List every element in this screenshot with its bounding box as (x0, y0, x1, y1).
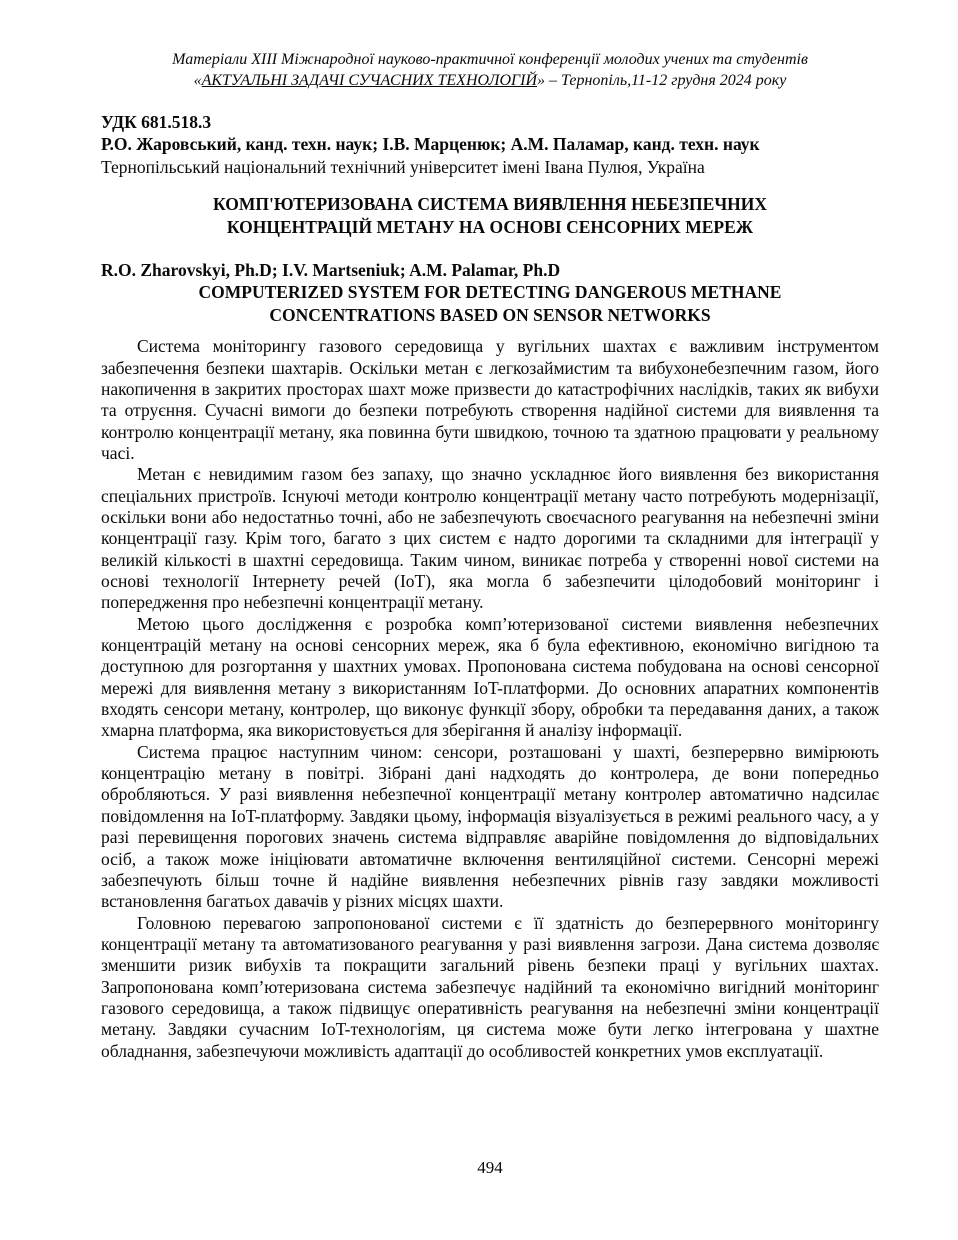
paragraph-2: Метан є невидимим газом без запаху, що значно ускладнює його виявлення без використання спеціальних пристроїв. Існуючі методи контролю концентрації метану часто потребують модернізації, оскільки вони або недостатньо точні, або не забезпечують своєчасного реагування на небезпечні зміни концентрації газу. Крім того, багато з цих систем є надто дорогими та складними для інтеграції у великій кількості в шахтні середовища. Таким чином, виникає потреба у створенні нової системи на основі технології Інтернету речей (IoT), яка могла б забезпечити цілодобовий моніторинг і попередження про небезпечні концентрації метану. (101, 464, 879, 613)
paragraph-3: Метою цього дослідження є розробка комп’ютеризованої системи виявлення небезпечних концентрацій метану на основі сенсорних мереж, яка б була ефективною, економічно вигідною та доступною для розгортання у шахтних умовах. Пропонована система побудована на основі сенсорної мережі для виявлення метану з використанням IoT-платформи. До основних апаратних компонентів входять сенсори метану, контролер, що виконує функції збору, обробки та передавання даних, а також хмарна платформа, яка використовується для зберігання й аналізу інформації. (101, 613, 879, 741)
article-body (101, 336, 879, 1062)
conference-header-line2 (101, 70, 879, 91)
article-title-ua-line2: КОНЦЕНТРАЦІЙ МЕТАНУ НА ОСНОВІ СЕНСОРНИХ МЕРЕЖ (226, 216, 754, 237)
paragraph-5: Головною перевагою запропонованої системи є її здатність до безперервного моніторингу концентрації метану та автоматизованого реагування у разі виявлення загрози. Дана система дозволяє зменшити ризик вибухів та покращити загальний рівень безпеки праці у вугільних шахтах. Запропонована комп’ютеризована система забезпечує надійний та економічно вигідний моніторинг газового середовища, а також підвищує оперативність реагування на небезпечні зміни концентрації метану. Завдяки сучасним IoT-технологіям, ця система може бути легко інтегрована у шахтне обладнання, забезпечуючи можливість адаптації до особливостей конкретних умов експлуатації. (101, 912, 879, 1061)
conference-header-line2-prefix: « (193, 72, 202, 89)
udc-code: УДК 681.518.3 (101, 112, 212, 132)
paragraph-1: Система моніторингу газового середовища у вугільних шахтах є важливим інструментом забезпечення безпеки шахтарів. Оскільки метан є легкозаймистим та вибухонебезпечним газом, його накопичення в закритих просторах шахт може призвести до катастрофічних наслідків, таких як вибухи та отруєння. Сучасні вимоги до безпеки потребують створення надійної системи для виявлення та контролю концентрації метану, яка повинна бути швидкою, точною та здатною працювати у реальному часі. (101, 336, 879, 463)
conference-title-underlined: АКТУАЛЬНІ ЗАДАЧІ СУЧАСНИХ ТЕХНОЛОГІЙ (201, 72, 538, 89)
article-title-en-line2: CONCENTRATIONS BASED ON SENSOR NETWORKS (269, 304, 711, 325)
article-title-ua-line1: КОМП'ЮТЕРИЗОВАНА СИСТЕМА ВИЯВЛЕННЯ НЕБЕЗПЕЧНИХ (212, 194, 768, 215)
conference-header-line1: Матеріали XIII Міжнародної науково-практичної конференції молодих учених та студентів (172, 51, 808, 68)
article-title-ua (101, 193, 879, 238)
article-title-en-line1: COMPUTERIZED SYSTEM FOR DETECTING DANGEROUS METHANE (198, 282, 782, 303)
authors-en: R.O. Zharovskyi, Ph.D; I.V. Martseniuk; A.M. Palamar, Ph.D (101, 260, 561, 281)
article-title-en (101, 281, 879, 326)
page-number: 494 (477, 1158, 503, 1177)
conference-header-line2-suffix: » – Тернопіль,11-12 грудня 2024 року (537, 72, 787, 89)
page-content (101, 0, 879, 1062)
conference-header (101, 49, 879, 91)
article-meta (101, 111, 879, 178)
authors-ua: Р.О. Жаровський, канд. техн. наук; І.В. Марценюк; А.М. Паламар, канд. техн. наук (101, 134, 760, 155)
article-english-block (101, 259, 879, 326)
paragraph-4: Система працює наступним чином: сенсори, розташовані у шахті, безперервно вимірюють концентрацію метану в повітрі. Зібрані дані надходять до контролера, де вони попередньо обробляються. У разі виявлення небезпечної концентрації метану контролер автоматично надсилає повідомлення на IoT-платформу. Завдяки цьому, інформація візуалізується в режимі реального часу, а у разі перевищення порогових значень система відправляє аварійне повідомлення до відповідальних осіб, а також може ініціювати автоматичне включення вентиляційної системи. Сенсорні мережі забезпечують більш точне й надійне виявлення небезпечних рівнів газу завдяки можливості встановлення багатьох давачів у різних місцях шахти. (101, 741, 879, 912)
affiliation: Тернопільський національний технічний університет імені Івана Пулюя, Україна (101, 156, 705, 177)
